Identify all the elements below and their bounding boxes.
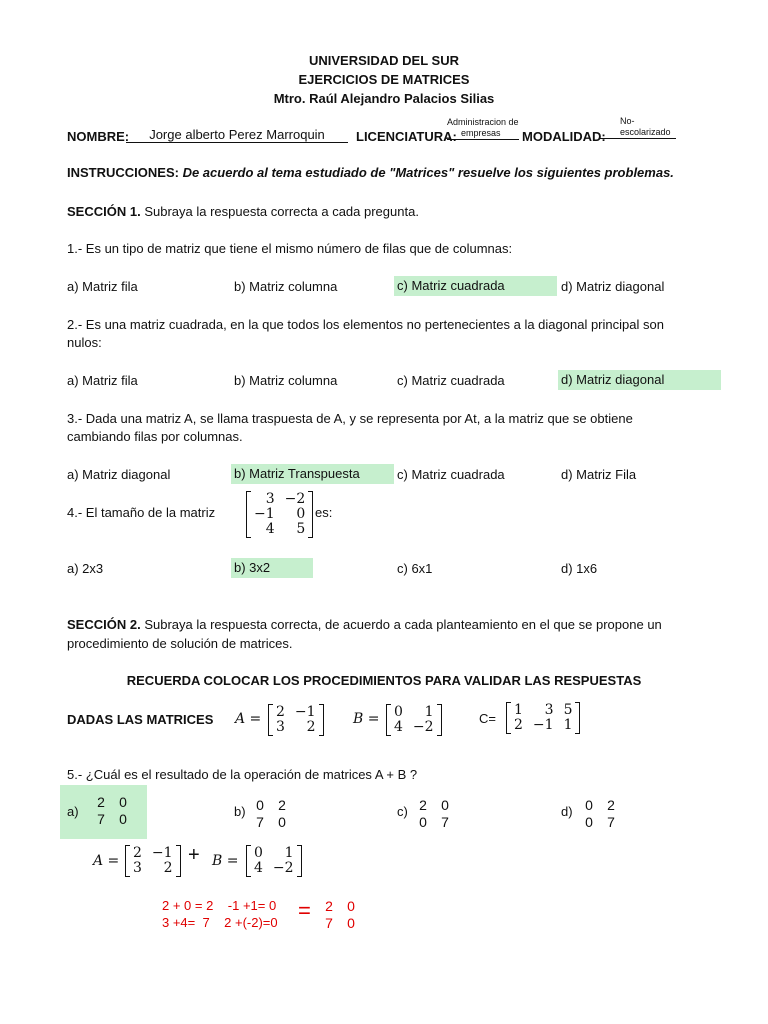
matrix-cell: 2 <box>163 860 173 876</box>
q3-option-a: a) Matriz diagonal <box>67 467 171 482</box>
q4-option-a: a) 2x3 <box>67 561 104 576</box>
q5-option-d-matrix <box>578 797 622 831</box>
matrix-cell: 7 <box>97 811 105 827</box>
name-label: NOMBRE: <box>67 129 130 144</box>
degree-value-line1: Administracion de <box>447 117 519 127</box>
instructions <box>67 165 674 180</box>
work-step-line2: 3 +4= 7 2 +(-2)=0 <box>162 915 278 930</box>
q5-option-b-matrix <box>249 797 293 831</box>
q4-text: 4.- El tamaño de la matriz <box>67 505 216 520</box>
q4-option-d: d) 1x6 <box>561 561 598 576</box>
matrix-cell: 1 <box>424 704 434 720</box>
section2-text-line2: procedimiento de solución de matrices. <box>67 636 293 651</box>
q4-suffix: es: <box>315 505 333 520</box>
matrix-b <box>386 704 442 736</box>
q1-text: 1.- Es un tipo de matriz que tiene el mismo número de filas que de columnas: <box>67 241 513 256</box>
matrix-cell: −2 <box>284 491 306 507</box>
work-matrix-b-name: B = <box>212 853 239 869</box>
matrix-cell: 7 <box>256 814 264 830</box>
course-title: EJERCICIOS DE MATRICES <box>298 72 470 87</box>
matrix-cell: 0 <box>347 898 355 914</box>
plus-sign: + <box>188 844 200 866</box>
matrix-cell: 3 <box>276 719 285 735</box>
q2-option-d: d) Matriz diagonal <box>558 370 721 390</box>
q3-option-c: c) Matriz cuadrada <box>397 467 505 482</box>
degree-label: LICENCIATURA: <box>356 129 457 144</box>
matrix-cell: 0 <box>256 797 264 813</box>
matrix-cell: 2 <box>514 717 523 733</box>
matrix-a-name: A = <box>235 711 262 727</box>
matrix-cell: 2 <box>276 704 285 720</box>
degree-value-line2: empresas <box>461 128 501 138</box>
matrix-cell: −2 <box>412 719 434 735</box>
mode-field <box>600 116 676 139</box>
q3-option-b: b) Matriz Transpuesta <box>231 464 394 484</box>
matrix-cell: 2 <box>278 797 286 813</box>
matrix-cell: 7 <box>441 814 449 830</box>
work-matrix-a <box>125 845 181 877</box>
mode-label: MODALIDAD: <box>522 129 606 144</box>
matrix-cell: 0 <box>585 814 593 830</box>
work-result-matrix <box>318 898 362 932</box>
matrix-cell: 4 <box>254 860 263 876</box>
q3-text-line2: cambiando filas por columnas. <box>67 429 243 444</box>
q4-option-b: b) 3x2 <box>231 558 313 578</box>
matrix-cell: 0 <box>119 811 127 827</box>
matrix-cell: 2 <box>97 794 105 810</box>
matrix-cell: 7 <box>607 814 615 830</box>
q2-option-c: c) Matriz cuadrada <box>397 373 505 388</box>
matrix-cell: 0 <box>296 506 306 522</box>
work-matrix-b <box>246 845 302 877</box>
name-value: Jorge alberto Perez Marroquin <box>126 127 348 143</box>
q2-option-b: b) Matriz columna <box>234 373 338 388</box>
matrix-cell: 5 <box>296 521 306 537</box>
matrix-cell: 2 <box>133 845 142 861</box>
matrix-c-name: C= <box>479 711 496 726</box>
matrix-cell: −2 <box>272 860 294 876</box>
matrix-cell: 0 <box>441 797 449 813</box>
matrix-cell: 0 <box>419 814 427 830</box>
work-matrix-a-name: A = <box>93 853 120 869</box>
q2-text-line1: 2.- Es una matriz cuadrada, en la que todos los elementos no pertenecientes a la diagonal principal son <box>67 317 664 332</box>
matrix-cell: −1 <box>532 717 554 733</box>
q4-matrix <box>246 491 313 538</box>
matrix-cell: 0 <box>347 915 355 931</box>
mode-value-line2: escolarizado <box>620 127 671 137</box>
university-title: UNIVERSIDAD DEL SUR <box>308 53 459 68</box>
degree-field <box>447 117 519 140</box>
matrix-cell: 1 <box>514 702 523 718</box>
matrix-cell: 2 <box>306 719 316 735</box>
matrix-cell: 3 <box>265 491 275 507</box>
reminder-text: RECUERDA COLOCAR LOS PROCEDIMIENTOS PARA VALIDAR LAS RESPUESTAS <box>126 673 642 688</box>
q5-option-c-matrix <box>412 797 456 831</box>
matrix-cell: 1 <box>563 717 573 733</box>
matrix-cell: 3 <box>544 702 554 718</box>
q2-option-a: a) Matriz fila <box>67 373 138 388</box>
given-label: DADAS LAS MATRICES <box>67 712 214 727</box>
work-equals-sign: = <box>298 898 311 923</box>
q5-option-c-label: c) <box>397 804 408 819</box>
work-step-line1: 2 + 0 = 2 -1 +1= 0 <box>162 898 277 913</box>
matrix-cell: 0 <box>119 794 127 810</box>
q5-text: 5.- ¿Cuál es el resultado de la operación de matrices A + B ? <box>67 767 418 782</box>
matrix-cell: 0 <box>585 797 593 813</box>
q1-option-d: d) Matriz diagonal <box>561 279 665 294</box>
q5-option-d-label: d) <box>561 804 573 819</box>
section2-heading <box>67 617 662 632</box>
section2-text-line1: Subraya la respuesta correcta, de acuerdo a cada planteamiento en el que se propone un <box>144 617 662 632</box>
matrix-cell: 0 <box>278 814 286 830</box>
q5-option-a-matrix <box>90 794 134 828</box>
matrix-cell: 2 <box>419 797 427 813</box>
instructions-text: De acuerdo al tema estudiado de "Matrices" resuelve los siguientes problemas. <box>182 165 674 180</box>
name-field <box>126 127 348 143</box>
section1-heading <box>67 204 419 219</box>
matrix-cell: 4 <box>265 521 275 537</box>
teacher-name: Mtro. Raúl Alejandro Palacios Silias <box>273 91 495 106</box>
section1-label: SECCIÓN 1. <box>67 204 141 219</box>
matrix-cell: 0 <box>394 704 403 720</box>
q3-text-line1: 3.- Dada una matriz A, se llama traspuesta de A, y se representa por At, a la matriz que se obtiene <box>67 411 633 426</box>
q4-option-c: c) 6x1 <box>397 561 433 576</box>
q5-option-a-label: a) <box>67 804 79 819</box>
matrix-cell: −1 <box>254 506 275 522</box>
matrix-cell: 2 <box>607 797 615 813</box>
q5-option-a <box>60 785 147 839</box>
q1-option-a: a) Matriz fila <box>67 279 138 294</box>
matrix-a <box>268 704 324 736</box>
q3-option-d: d) Matriz Fila <box>561 467 637 482</box>
instructions-label: INSTRUCCIONES: <box>67 165 179 180</box>
matrix-cell: 0 <box>254 845 263 861</box>
matrix-cell: 5 <box>563 702 573 718</box>
q1-option-c: c) Matriz cuadrada <box>394 276 557 296</box>
section1-text: Subraya la respuesta correcta a cada pregunta. <box>144 204 419 219</box>
mode-value-line1: No- <box>620 116 635 126</box>
matrix-cell: 3 <box>133 860 142 876</box>
q5-option-b-label: b) <box>234 804 246 819</box>
matrix-cell: −1 <box>151 845 173 861</box>
matrix-cell: −1 <box>294 704 316 720</box>
matrix-cell: 1 <box>284 845 294 861</box>
matrix-cell: 2 <box>325 898 333 914</box>
section2-label: SECCIÓN 2. <box>67 617 141 632</box>
matrix-cell: 7 <box>325 915 333 931</box>
matrix-b-name: B = <box>353 711 380 727</box>
matrix-c <box>506 702 580 734</box>
q2-text-line2: nulos: <box>67 335 102 350</box>
matrix-cell: 4 <box>394 719 403 735</box>
q1-option-b: b) Matriz columna <box>234 279 338 294</box>
